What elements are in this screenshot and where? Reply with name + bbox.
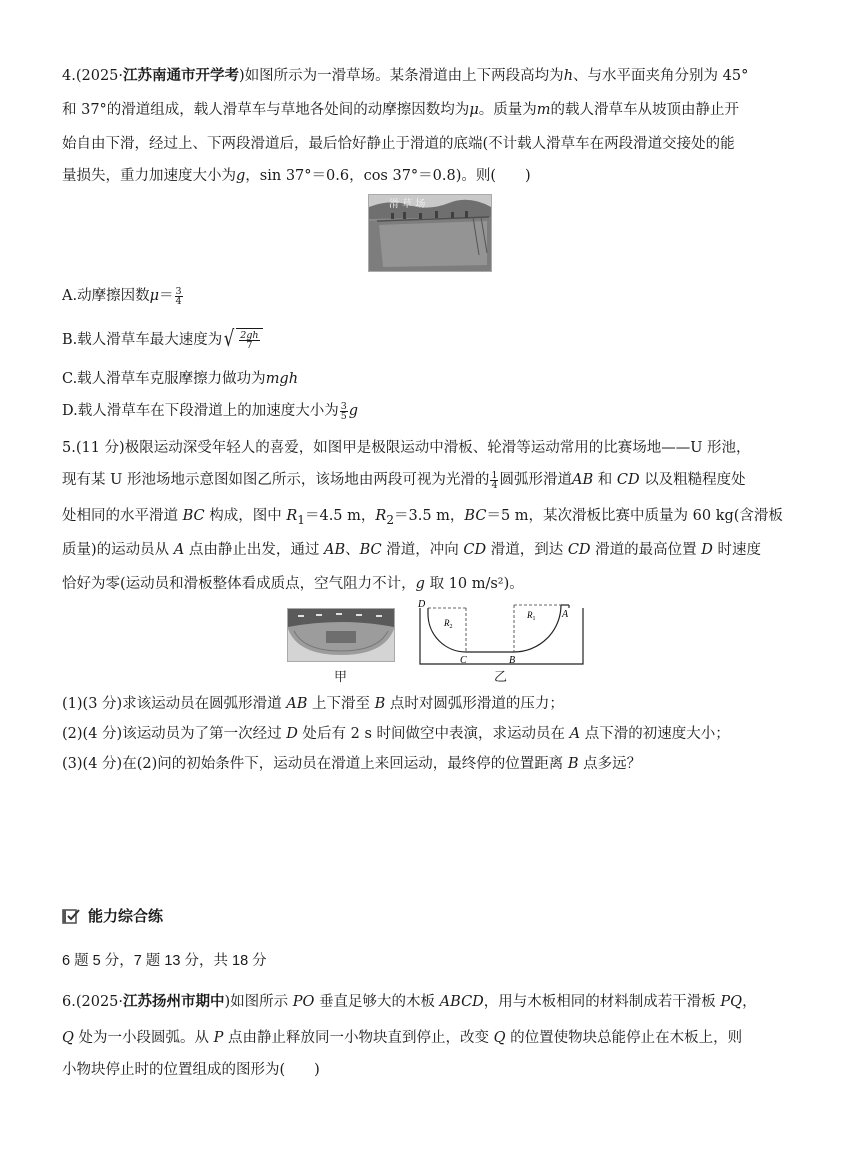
sqrt-expression [222,328,262,352]
q4-text: 和 37°的滑道组成，载人滑草车与草地各处间的动摩擦因数均为 [62,102,470,118]
q4-source: 江苏南通市开学考 [123,68,240,84]
q4-text: ，sin 37°＝0.6，cos 37°＝0.8)。则( ) [245,168,531,184]
q5-text: 和 [597,472,613,488]
r1-subscript: 1 [532,616,536,622]
q5-text: 点多远？ [583,756,642,772]
var-abcd: ABCD [439,994,484,1010]
q5-sub3 [62,754,641,774]
var-g: g [236,168,246,184]
q4-text: 的载人滑草车从坡顶由静止开 [550,102,739,118]
r2-subscript: 2 [449,624,453,630]
var-d: D [286,726,298,742]
q5-text: 处相同的水平滑道 [62,508,178,524]
fraction-den: 7 [246,339,253,351]
q6-prefix: 6.(2025· [62,994,124,1010]
q5-line3 [62,506,783,530]
grass-slide-image [369,195,491,271]
section-title: 能力综合练 [88,908,164,925]
fraction-num: 1 [491,469,498,481]
r2-letter: R [444,618,450,628]
figure-label-jia: 甲 [334,670,348,685]
diagram-label-d: D [418,600,426,610]
u-pool-diagram [417,600,587,666]
var-r2: R [375,508,387,524]
fraction-den: 5 [340,410,347,422]
photo-sign-text: 滑 草 场 [389,199,426,210]
fraction-3-4 [175,287,183,306]
fraction-den: 4 [491,479,498,491]
q5-text: 上下滑至 [312,696,371,712]
var-p: P [213,1030,224,1046]
var-b: B [374,696,386,712]
q5-sub2 [62,724,730,744]
u-pool-photo [287,608,395,662]
fraction-1-4 [490,471,498,490]
diagram-label-r2 [443,618,453,630]
var-cd: CD [567,542,591,558]
checklist-icon [62,908,80,924]
q5-text: (2)(4 分)该运动员为了第一次经过 [62,726,282,742]
var-bc: BC [182,508,205,524]
q6-source: 江苏扬州市期中 [123,994,225,1010]
var-h: h [563,68,574,84]
q5-line1: 5.(11 分)极限运动深受年轻人的喜爱，如图甲是极限运动中滑板、轮滑等运动常用的比赛场地——U 形池， [62,440,751,456]
var-b: B [567,756,579,772]
q5-text: 取 10 m/s²)。 [429,576,524,592]
var-ab: AB [571,472,594,488]
q5-text: 点下滑的初速度大小； [584,726,730,742]
q5-line5 [62,574,524,594]
var-a: A [173,542,185,558]
q5-line2 [62,470,746,490]
q4-option-c [62,369,298,389]
u-pool-image [288,609,394,661]
q4-source-prefix: (2025· [75,68,124,84]
q6-text: 点由静止释放同一小物块直到停止，改变 [227,1030,489,1046]
var-bc: BC [359,542,382,558]
q6-text: 处为一小段圆弧。从 [78,1030,209,1046]
q4-text: 。质量为 [478,102,537,118]
q5-line4 [62,540,761,560]
q4-text: 、与水平面夹角分别为 45° [573,68,749,84]
q4-option-b [62,328,263,352]
fraction-num: 2gh [240,329,259,341]
section-heading [62,905,163,926]
q5-text: 点由静止出发，通过 [188,542,320,558]
diagram-label-c: C [460,655,467,666]
q5-text: ＝3.5 m， [394,508,465,524]
q5-text: 、 [345,542,360,558]
q5-text: 圆弧形滑道 [499,472,572,488]
q5-text: 以及粗糙程度处 [644,472,746,488]
q5-text: 滑道的最高位置 [595,542,697,558]
var-bc: BC [464,508,487,524]
radical-sign: √ [224,327,235,352]
q5-text: 滑道，冲向 [386,542,459,558]
q5-text: 现有某 U 形池场地示意图如图乙所示，该场地由两段可视为光滑的 [62,472,490,488]
q5-text: ＝5 m，某次滑板比赛中质量为 60 kg(含滑板 [486,508,783,524]
r1-letter: R [527,610,533,620]
q4-line2 [62,100,739,120]
q4-number: 4. [62,68,76,84]
q4-text: 量损失，重力加速度大小为 [62,168,236,184]
var-a: A [569,726,581,742]
figure-label-yi: 乙 [494,670,508,685]
q6-text: 的位置使物块总能停止在木板上，则 [510,1030,743,1046]
var-mgh: mgh [265,371,299,387]
var-mu: μ [149,288,160,304]
q4-line3: 始自由下滑，经过上、下两段滑道后，最后恰好静止于滑道的底端(不计载人滑草车在两段滑道交接处的能 [62,136,735,152]
q5-text: ＝4.5 m， [304,508,376,524]
q4-source-suffix: ) [239,68,245,84]
option-b-label: B.载人滑草车最大速度为 [62,332,223,348]
var-m: m [536,102,551,118]
option-c-label: C.载人滑草车克服摩擦力做功为 [62,371,266,387]
subscript-1: 1 [297,512,305,527]
q6-line1 [62,992,757,1012]
diagram-label-r1 [526,610,536,622]
var-cd: CD [616,472,640,488]
q5-text: 处后有 2 s 时间做空中表演，求运动员在 [302,726,566,742]
var-cd: CD [463,542,487,558]
q6-text: 垂直足够大的木板 [319,994,436,1010]
var-ab: AB [323,542,346,558]
q5-text: (3)(4 分)在(2)问的初始条件下，运动员在滑道上来回运动，最终停的位置距离 [62,756,564,772]
diagram-label-a: A [562,609,569,620]
var-r1: R [286,508,298,524]
q6-text: ， [742,994,757,1010]
var-d: D [701,542,713,558]
var-mu: μ [469,102,479,118]
q5-text: 恰好为零(运动员和滑板整体看成质点，空气阻力不计， [62,576,416,592]
fraction-num: 3 [175,285,182,297]
var-g: g [415,576,425,592]
q5-text: 时速度 [717,542,762,558]
var-ab: AB [286,696,308,712]
q5-text: 质量)的运动员从 [62,542,170,558]
fraction-3-5 [340,402,348,421]
grass-slide-photo [368,194,492,272]
q6-text: 如图所示 [230,994,289,1010]
q5-text: 构成，图中 [209,508,282,524]
subscript-2: 2 [386,512,394,527]
q5-text: 滑道，到达 [490,542,564,558]
var-q: Q [493,1030,506,1046]
q5-sub1 [62,694,564,714]
var-po: PO [292,994,315,1010]
fraction-num: 3 [340,400,347,412]
var-g: g [348,403,359,419]
sqrt-body [236,328,262,352]
q5-text: (1)(3 分)求该运动员在圆弧形滑道 [62,696,282,712]
q4-line1 [62,66,748,86]
option-d-label: D.载人滑草车在下段滑道上的加速度大小为 [62,403,339,419]
equals-sign: ＝ [159,288,174,304]
var-pq: PQ [720,994,743,1010]
q5-text: 点时对圆弧形滑道的压力； [389,696,564,712]
option-a-label: A.动摩擦因数 [62,288,150,304]
fraction-den: 4 [175,295,182,307]
q4-option-a [62,286,184,306]
var-q: Q [62,1030,74,1046]
q4-text: 如图所示为一滑草场。某条滑道由上下两段高均为 [244,68,564,84]
q6-line2 [62,1028,742,1048]
diagram-label-b: B [509,655,516,666]
fraction-2gh-7 [239,331,259,350]
q4-line4 [62,166,531,186]
q4-option-d [62,401,358,421]
q6-suffix: ) [224,994,231,1010]
q6-line3: 小物块停止时的位置组成的图形为( ) [62,1062,320,1078]
section-score-line: 6 题 5 分，7 题 13 分，共 18 分 [62,953,267,969]
q6-text: ，用与木板相同的材料制成若干滑板 [483,994,716,1010]
